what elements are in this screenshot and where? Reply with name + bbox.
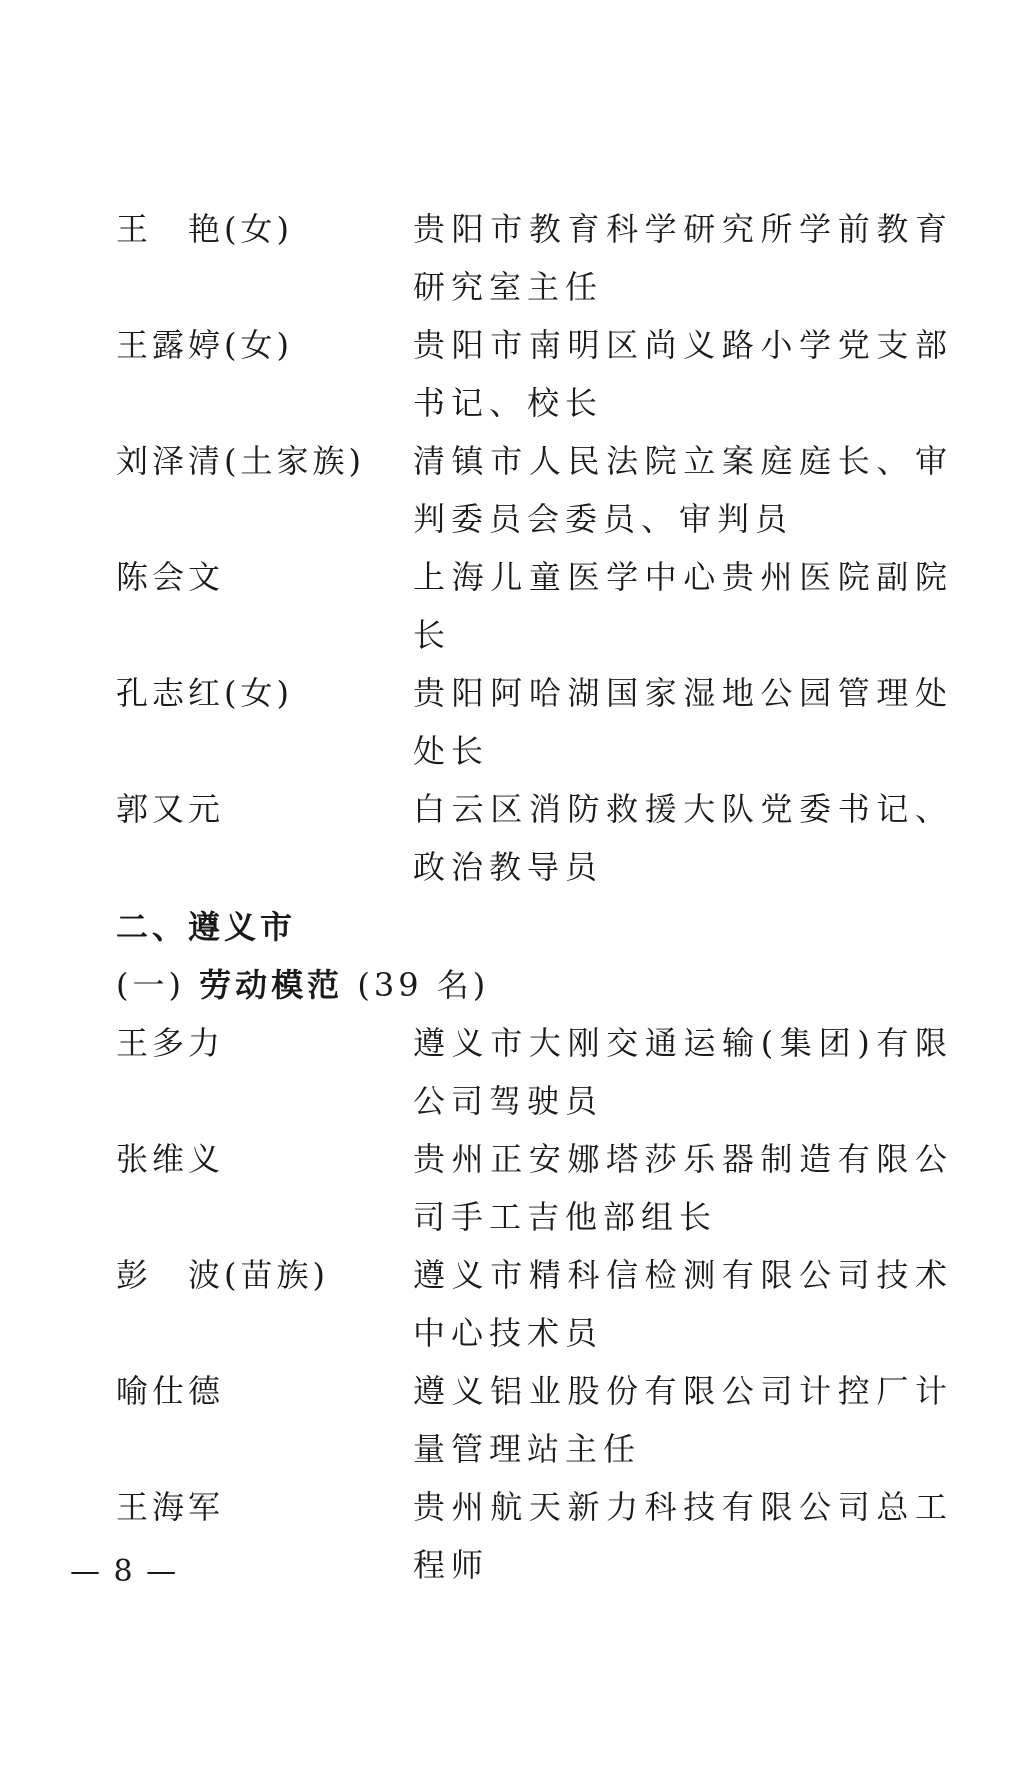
honoree-title: 贵阳市南明区尚义路小学党支部书记、校长 xyxy=(413,326,953,422)
honoree-name: 王露婷(女) xyxy=(116,326,293,364)
honoree-name: 王海军 xyxy=(116,1488,225,1526)
honoree-title: 清镇市人民法院立案庭庭长、审判委员会委员、审判员 xyxy=(413,442,953,538)
honoree-title: 贵州航天新力科技有限公司总工程师 xyxy=(413,1488,953,1584)
honoree-name: 王多力 xyxy=(116,1024,225,1062)
list-item xyxy=(116,1478,976,1594)
list-item xyxy=(116,316,976,432)
honoree-title: 贵州正安娜塔莎乐器制造有限公司手工吉他部组长 xyxy=(413,1140,953,1236)
list-item xyxy=(116,1362,976,1478)
list-item xyxy=(116,1246,976,1362)
honoree-name: 彭 波(苗族) xyxy=(116,1256,329,1294)
page-number: — 8 — xyxy=(70,1554,179,1589)
honoree-name: 郭又元 xyxy=(116,790,225,828)
list-item xyxy=(116,200,976,316)
list-item xyxy=(116,1130,976,1246)
honoree-title: 贵阳阿哈湖国家湿地公园管理处处长 xyxy=(413,674,953,770)
list-item xyxy=(116,432,976,548)
section-heading: 二、遵义市 xyxy=(116,908,297,946)
honoree-name: 喻仕德 xyxy=(116,1372,225,1410)
honoree-name: 王 艳(女) xyxy=(116,210,293,248)
honoree-title: 上海儿童医学中心贵州医院副院长 xyxy=(413,558,953,654)
list-item xyxy=(116,780,976,896)
list-item xyxy=(116,548,976,664)
sub-heading-count: (39 名) xyxy=(357,966,490,1004)
honoree-title: 遵义市大刚交通运输(集团)有限公司驾驶员 xyxy=(413,1024,953,1120)
list-item xyxy=(116,1014,976,1130)
list-item xyxy=(116,664,976,780)
sub-heading-label: 劳动模范 xyxy=(199,966,344,1004)
honoree-name: 孔志红(女) xyxy=(116,674,293,712)
honoree-title: 白云区消防救援大队党委书记、政治教导员 xyxy=(413,790,953,886)
honoree-list xyxy=(116,200,976,1594)
honoree-name: 刘泽清(土家族) xyxy=(116,442,365,480)
honoree-title: 遵义铝业股份有限公司计控厂计量管理站主任 xyxy=(413,1372,953,1468)
honoree-name: 陈会文 xyxy=(116,558,225,596)
sub-heading xyxy=(116,956,976,1014)
honoree-title: 遵义市精科信检测有限公司技术中心技术员 xyxy=(413,1256,953,1352)
sub-heading-prefix: (一) xyxy=(116,966,185,1004)
honoree-title: 贵阳市教育科学研究所学前教育研究室主任 xyxy=(413,210,953,306)
honoree-name: 张维义 xyxy=(116,1140,225,1178)
